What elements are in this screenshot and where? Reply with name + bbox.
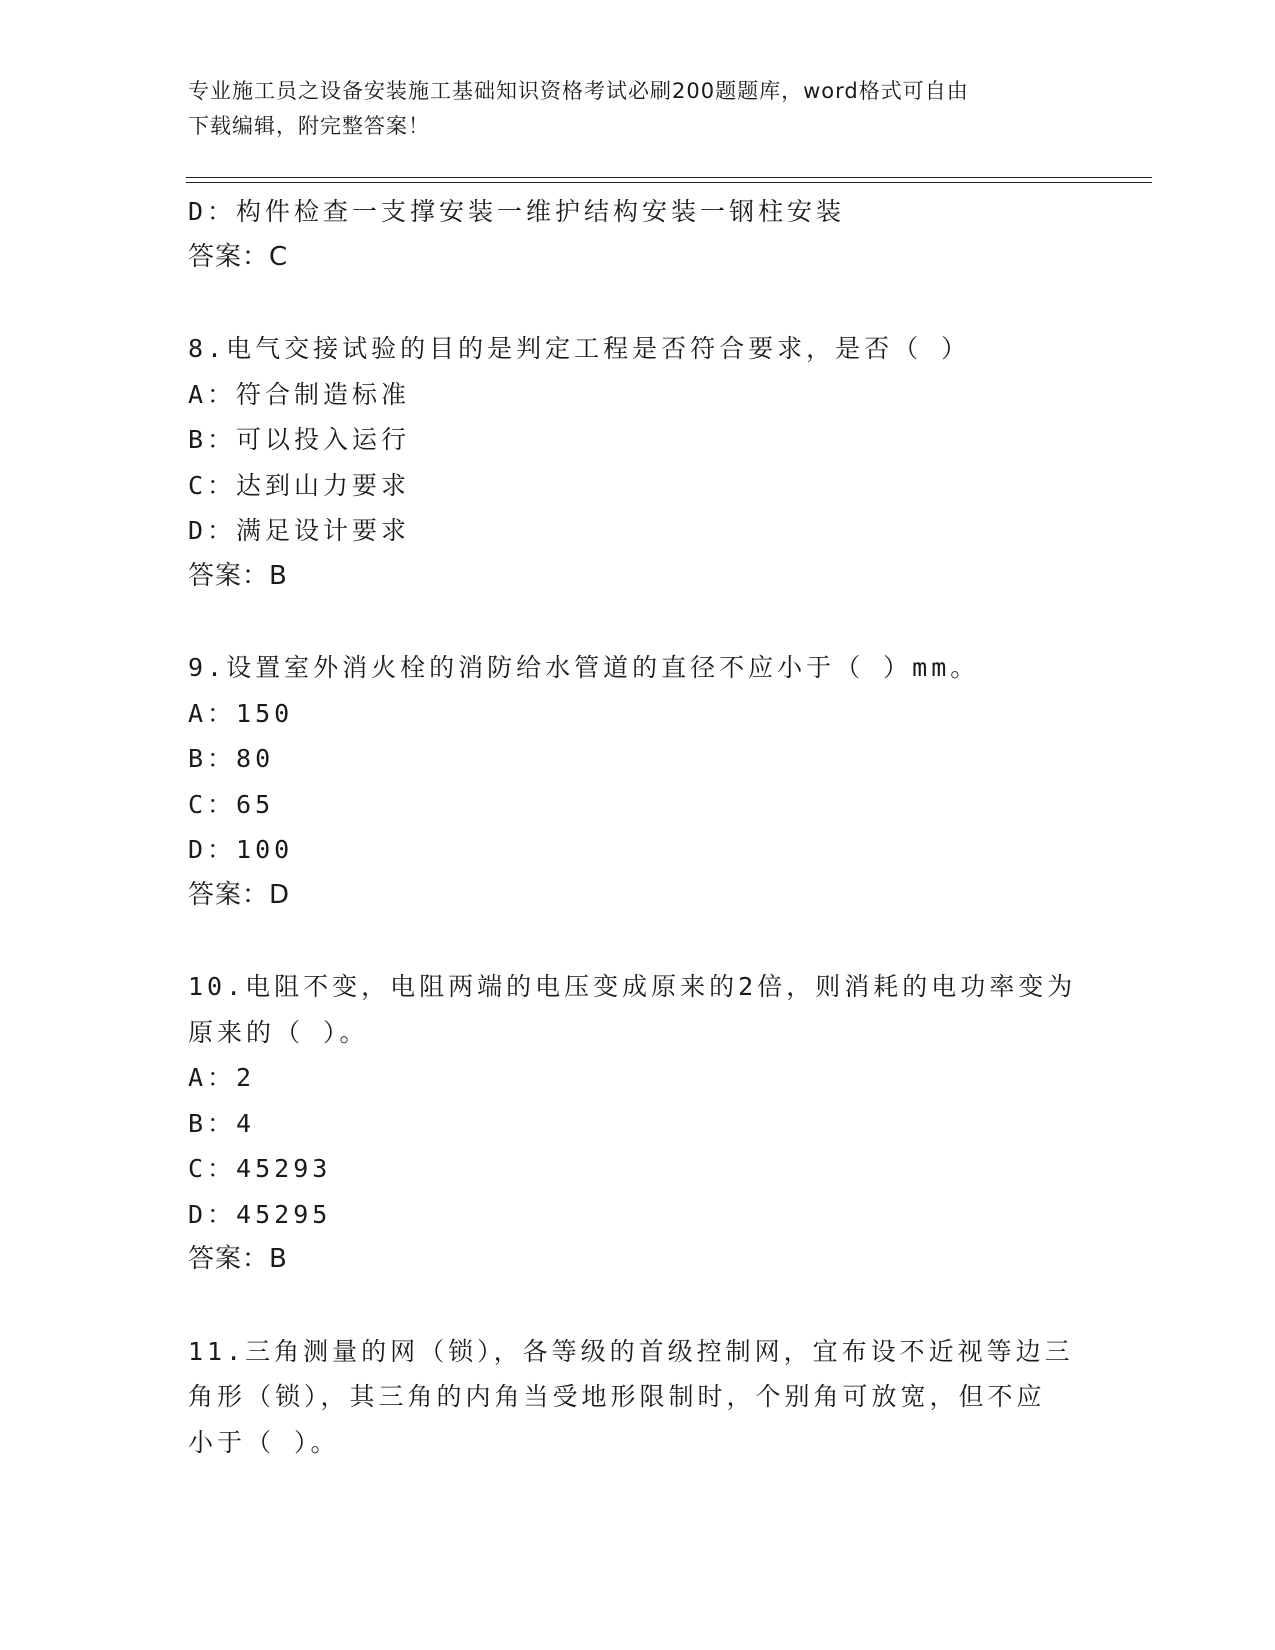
q11-stem-line-3: 小于（ ）。 xyxy=(188,1427,340,1457)
question-10 xyxy=(188,964,1088,1283)
question-8 xyxy=(188,326,1088,599)
q9-answer: 答案：D xyxy=(188,879,291,910)
spacer xyxy=(188,280,1088,326)
q9-stem: 9.设置室外消火栓的消防给水管道的直径不应小于（ ）mm。 xyxy=(188,653,980,682)
q10-stem-line-2: 原来的（ ）。 xyxy=(188,1017,369,1047)
q8-stem: 8.电气交接试验的目的是判定工程是否符合要求，是否（ ） xyxy=(188,334,971,363)
q10-option-b: B：4 xyxy=(188,1108,256,1138)
header-divider-bottom xyxy=(186,182,1152,183)
page-header xyxy=(188,74,1088,144)
q8-option-b: B：可以投入运行 xyxy=(188,425,411,454)
question-content xyxy=(188,189,1088,1465)
q7-answer: 答案：C xyxy=(188,241,289,272)
header-line-2: 下载编辑，附完整答案！ xyxy=(188,114,430,138)
q10-option-a: A：2 xyxy=(188,1063,256,1092)
question-11 xyxy=(188,1329,1088,1466)
q11-stem-line-1: 11.三角测量的网（锁），各等级的首级控制网，宜布设不近视等边三 xyxy=(188,1336,1074,1366)
q11-stem-line-2: 角形（锁），其三角的内角当受地形限制时，个别角可放宽，但不应 xyxy=(188,1382,1046,1411)
q8-answer: 答案：B xyxy=(188,560,288,591)
q9-option-c: C：65 xyxy=(188,789,275,819)
spacer xyxy=(188,599,1088,645)
q9-option-a: A：150 xyxy=(188,698,294,728)
spacer xyxy=(188,918,1088,964)
q8-option-a: A：符合制造标准 xyxy=(188,379,411,409)
question-7 xyxy=(188,189,1088,280)
q9-option-b: B：80 xyxy=(188,744,275,773)
header-divider-top xyxy=(186,177,1152,178)
question-9 xyxy=(188,645,1088,918)
q7-option-d: D：构件检查一支撑安装一维护结构安装一钢柱安装 xyxy=(188,197,846,226)
spacer xyxy=(188,1283,1088,1329)
q10-stem-line-1: 10.电阻不变，电阻两端的电压变成原来的2倍，则消耗的电功率变为 xyxy=(188,972,1077,1001)
q10-option-c: C：45293 xyxy=(188,1154,332,1183)
q9-option-d: D：100 xyxy=(188,835,294,864)
q8-option-c: C：达到山力要求 xyxy=(188,470,411,500)
q10-answer: 答案：B xyxy=(188,1244,288,1274)
q10-option-d: D：45295 xyxy=(188,1199,332,1229)
header-line-1: 专业施工员之设备安装施工基础知识资格考试必刷200题题库，word格式可自由 xyxy=(188,79,969,103)
q8-option-d: D：满足设计要求 xyxy=(188,516,411,545)
